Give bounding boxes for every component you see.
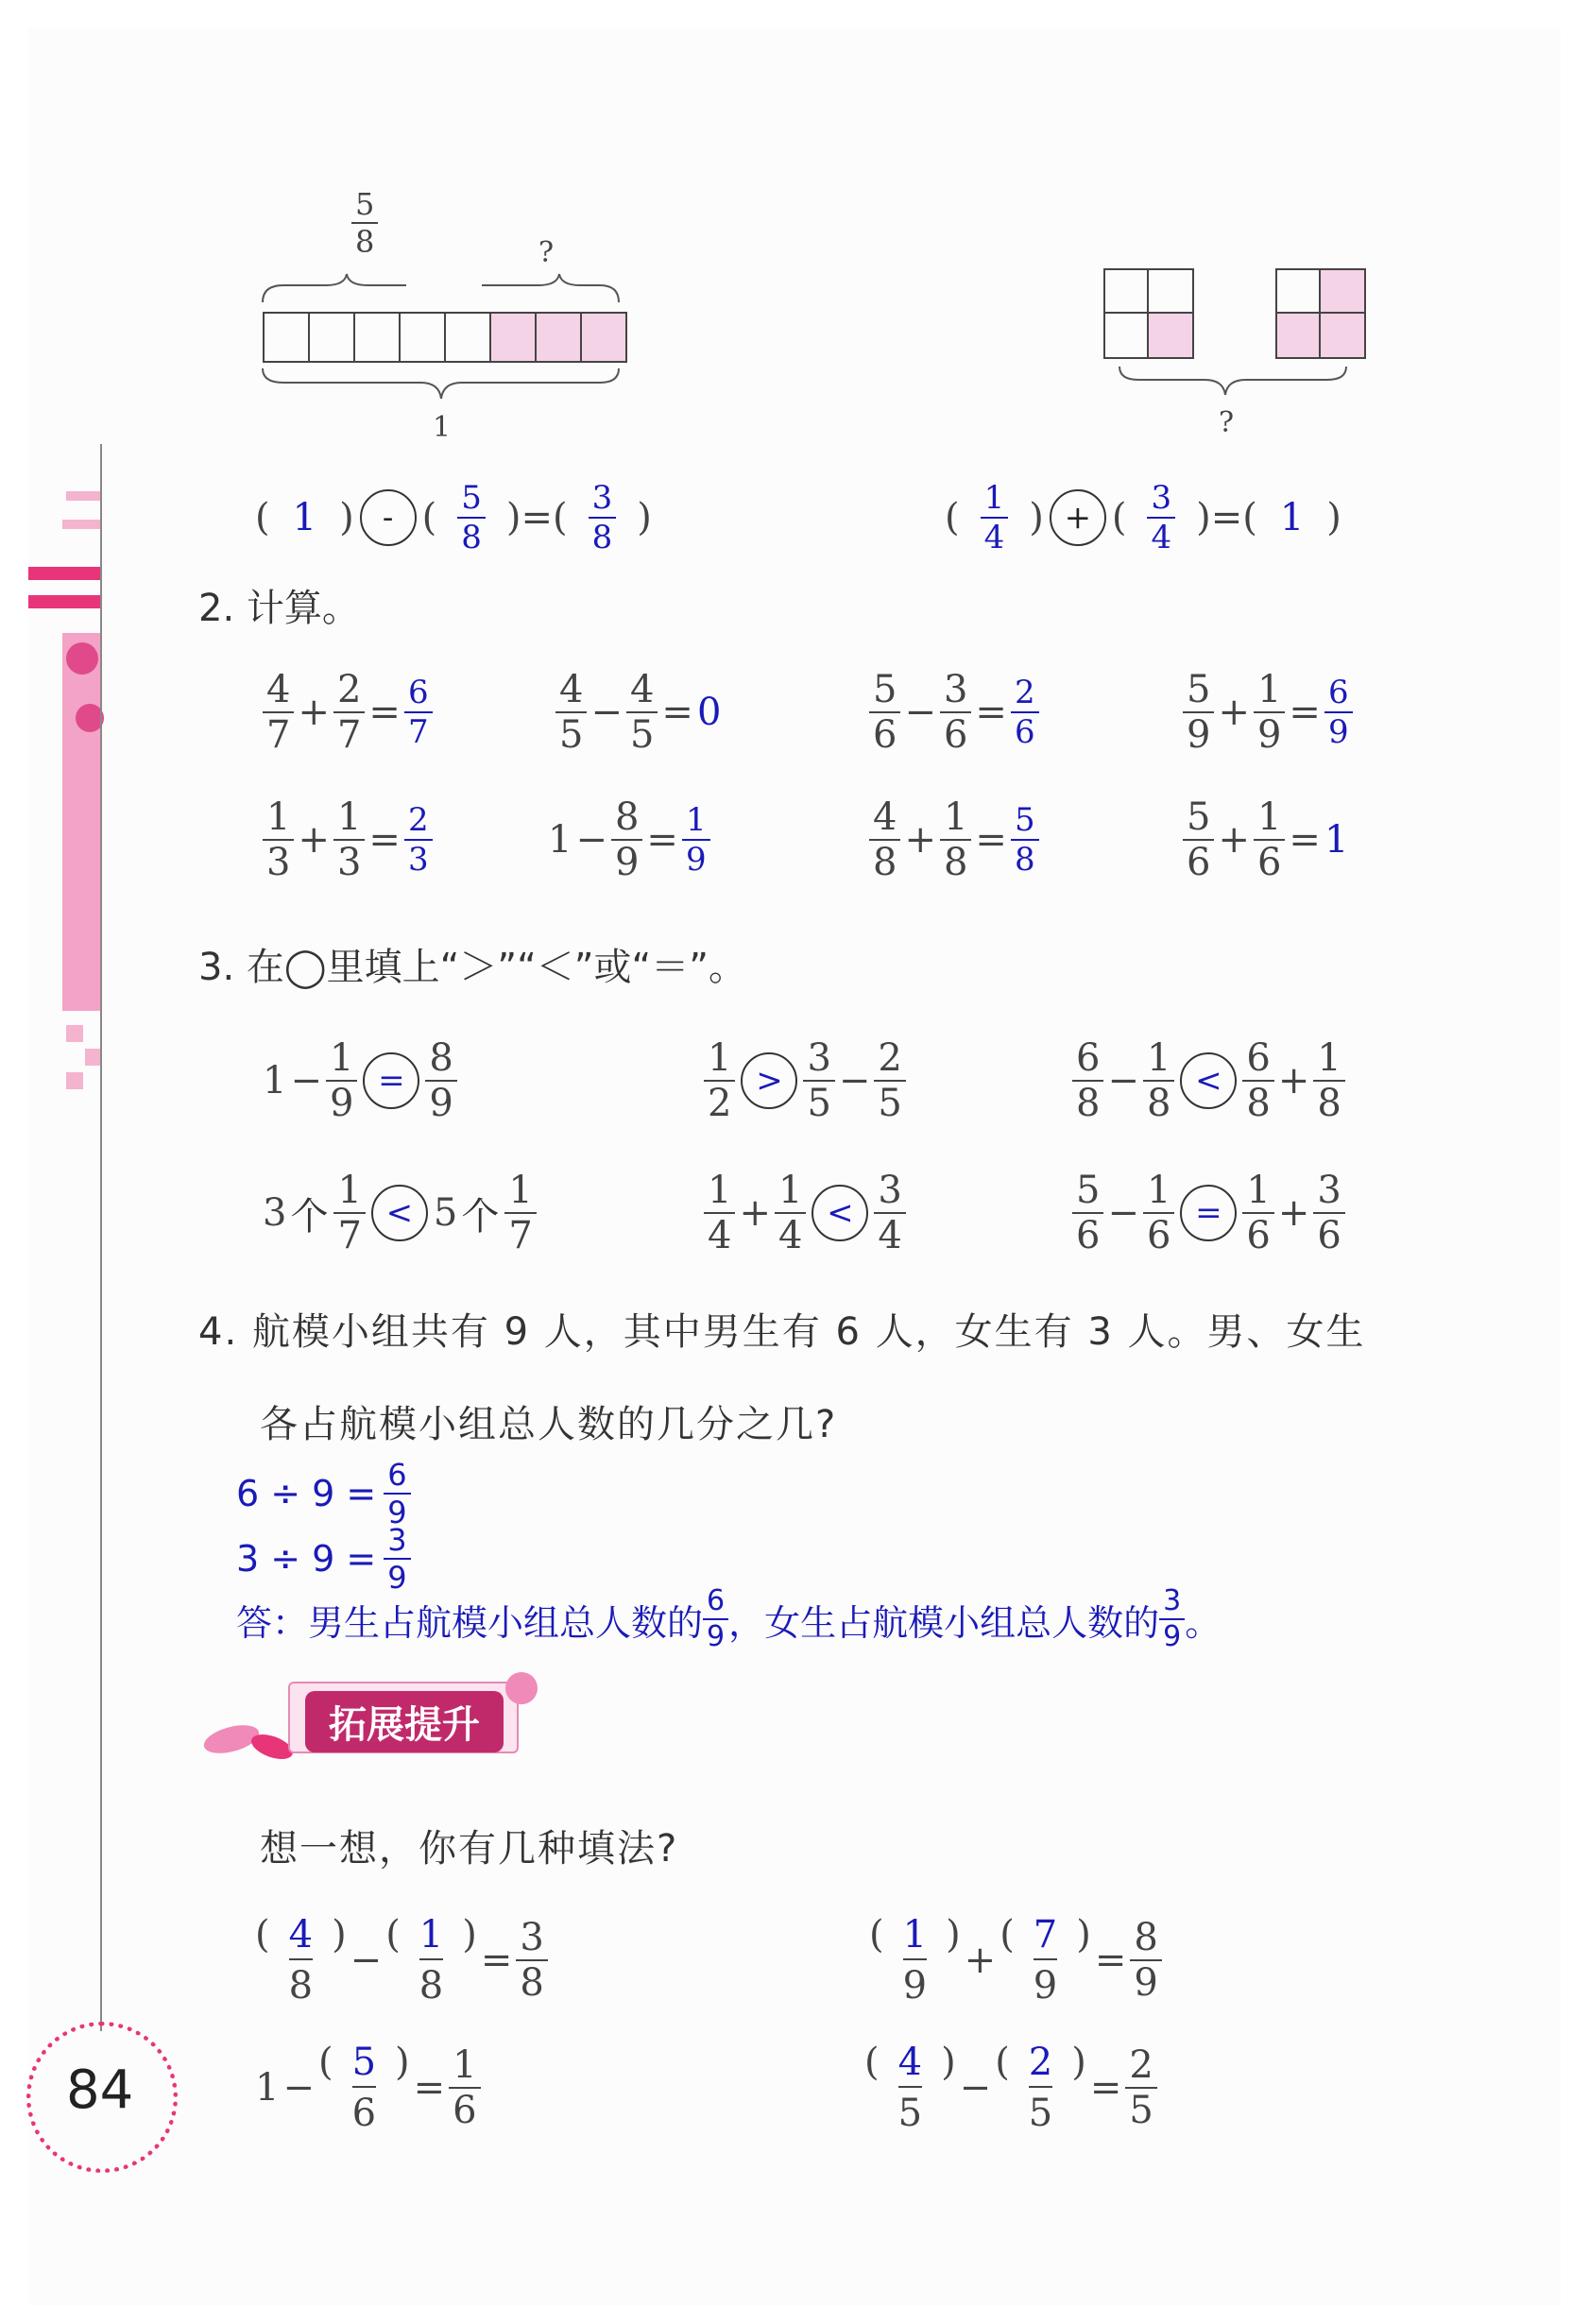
figure-equation-right: ( $\frac{1}{4}$ ) + ( $\frac{3}{4}$ )=( 1 ) [945, 479, 1341, 556]
q4-answer: 答：男生占航模小组总人数的 $\frac{6}{9}$ ，女生占航模小组总人数的 $\frac{3}{9}$ 。 [236, 1584, 1222, 1653]
operator-circle[interactable]: - [360, 489, 417, 546]
extension-banner-title: 拓展提升 [305, 1691, 504, 1752]
q3-item-2: $\frac{1}{2}$ > $\frac{3}{5}$ − $\frac{2}{5}$ [704, 1039, 906, 1122]
square-bracket [1096, 265, 1379, 453]
q2-item-5: $\frac{1}{3}$ + $\frac{1}{3}$ = $\frac{2}{3}$ [263, 798, 433, 881]
top-fraction-label: $\frac{5}{8}$ [351, 189, 378, 257]
q3-item-1: 1 − $\frac{1}{9}$ = $\frac{8}{9}$ [263, 1039, 457, 1122]
extension-item-4: ( 4 ) 5 − $\frac{( 2 )}{5}$ = $\frac{2}{5}$ [864, 2041, 1157, 2135]
compare-circle[interactable]: < [1180, 1052, 1237, 1109]
q2-item-7: $\frac{4}{8}$ + $\frac{1}{8}$ = $\frac{5}{8}$ [869, 798, 1039, 881]
question-mark-label: ? [538, 236, 555, 269]
bar-cells [263, 312, 627, 363]
square-diagram [1096, 265, 1379, 453]
q3-item-6: $\frac{5}{6}$ − $\frac{1}{6}$ = $\frac{1}{6}$ + $\frac{3}{6}$ [1072, 1171, 1345, 1255]
figure-equation-left: ( 1 ) - ( $\frac{5}{8}$ )=( $\frac{3}{8}$ ) [255, 479, 652, 556]
compare-circle[interactable]: = [363, 1052, 419, 1109]
square-question-mark: ? [1219, 406, 1235, 439]
q3-item-5: $\frac{1}{4}$ + $\frac{1}{4}$ < $\frac{3}{4}$ [704, 1171, 906, 1255]
margin-rule [100, 444, 102, 2031]
q4-calc-1: 6 ÷ 9 = $\frac{6}{9}$ [236, 1460, 411, 1528]
q3-heading: 3. 在◯里填上“＞”“＜”或“＝”。 [198, 946, 746, 989]
compare-circle[interactable]: = [1180, 1185, 1237, 1241]
q2-heading: 2. 计算。 [198, 587, 360, 630]
q2-item-3: $\frac{5}{6}$ − $\frac{3}{6}$ = $\frac{2}{6}$ [869, 671, 1039, 754]
extension-item-3: 1 − $\frac{( 5 )}{6}$ = $\frac{1}{6}$ [255, 2041, 481, 2135]
q2-item-4: $\frac{5}{9}$ + $\frac{1}{9}$ = $\frac{6}{9}$ [1183, 671, 1353, 754]
q2-item-2: $\frac{4}{5}$ − $\frac{4}{5}$ = 0 [555, 671, 721, 754]
q3-item-4: 3 个 $\frac{1}{7}$ < 5 个 $\frac{1}{7}$ [263, 1171, 537, 1255]
extension-item-2: ( 1 ) 9 + $\frac{( 7 )}{9}$ = $\frac{8}{9}$ [869, 1913, 1162, 2008]
q2-item-1: $\frac{4}{7}$ + $\frac{2}{7}$ = $\frac{6}{7}$ [263, 671, 433, 754]
bar-diagram [255, 179, 633, 444]
extension-item-1: ( 4 ) 8 − $\frac{( 1 )}{8}$ = $\frac{3}{8}$ [255, 1913, 548, 2008]
margin-decoration [28, 444, 104, 1162]
compare-circle[interactable]: < [812, 1185, 868, 1241]
q4-line-1: 4. 航模小组共有 9 人，其中男生有 6 人，女生有 3 人。男、女生 [198, 1310, 1366, 1354]
q3-item-3: $\frac{6}{8}$ − $\frac{1}{8}$ < $\frac{6}{8}$ + $\frac{1}{8}$ [1072, 1039, 1345, 1122]
whole-label: 1 [433, 411, 452, 444]
q2-item-8: $\frac{5}{6}$ + $\frac{1}{6}$ = 1 [1183, 798, 1348, 881]
q2-item-6: 1 − $\frac{8}{9}$ = $\frac{1}{9}$ [548, 798, 710, 881]
page-number: 84 [66, 2059, 134, 2121]
extension-prompt: 想一想，你有几种填法? [260, 1827, 679, 1871]
operator-circle[interactable]: + [1050, 489, 1106, 546]
extension-banner [203, 1672, 562, 1776]
q4-line-2: 各占航模小组总人数的几分之几? [260, 1403, 838, 1446]
compare-circle[interactable]: > [741, 1052, 797, 1109]
q4-calc-2: 3 ÷ 9 = $\frac{3}{9}$ [236, 1525, 411, 1593]
compare-circle[interactable]: < [371, 1185, 428, 1241]
